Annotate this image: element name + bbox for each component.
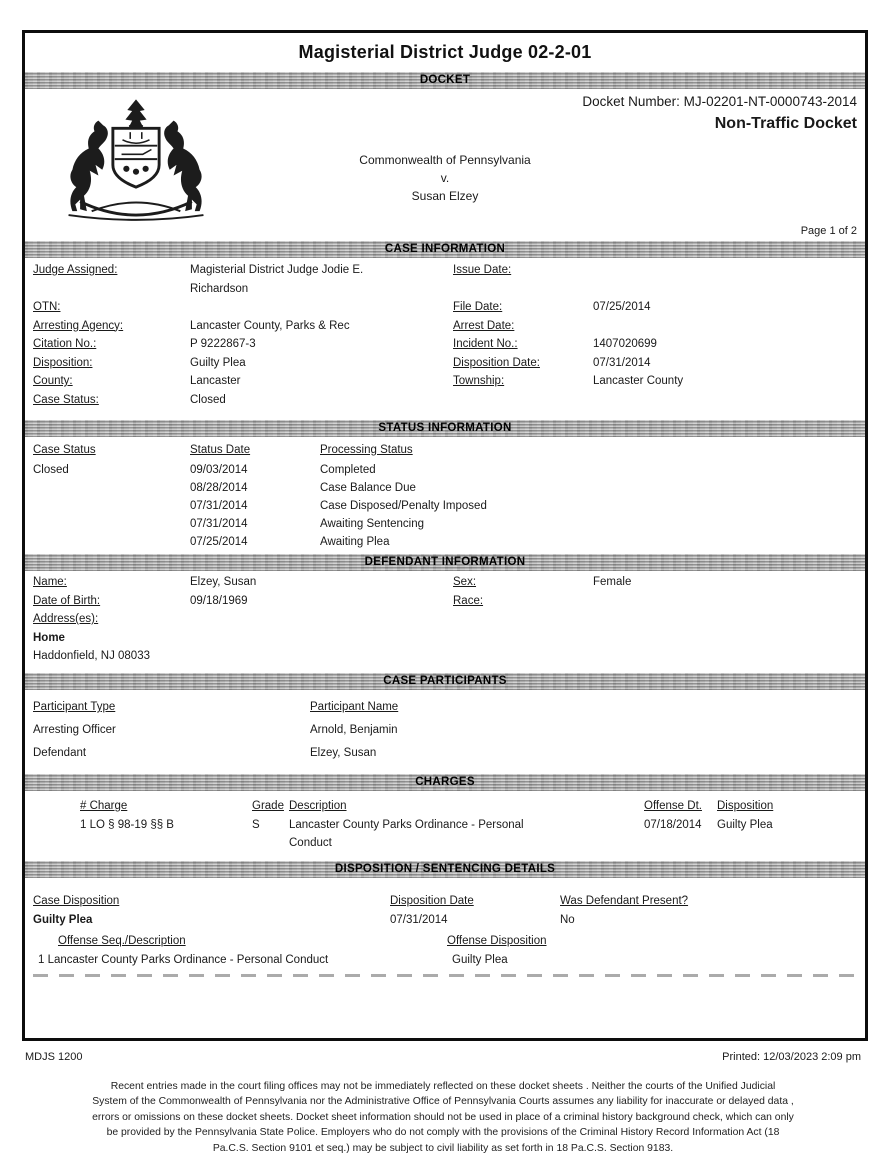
docket-number bbox=[582, 94, 857, 109]
field-value: 1407020699 bbox=[593, 338, 657, 350]
status-date: 07/31/2014 bbox=[190, 518, 248, 530]
charge-offense-date: 07/18/2014 bbox=[644, 819, 702, 831]
status-row bbox=[25, 461, 865, 479]
field-label: County: bbox=[33, 375, 73, 387]
case-info-row bbox=[25, 354, 865, 373]
column-header: Grade bbox=[252, 800, 284, 812]
docket-type: Non-Traffic Docket bbox=[714, 115, 857, 132]
page-footer bbox=[25, 1051, 861, 1063]
case-participants-section bbox=[25, 696, 865, 765]
column-header: Participant Name bbox=[310, 701, 399, 713]
status-row bbox=[25, 497, 865, 515]
status-processing: Case Disposed/Penalty Imposed bbox=[320, 500, 487, 512]
status-information-band: STATUS INFORMATION bbox=[25, 420, 865, 437]
status-processing: Awaiting Plea bbox=[320, 536, 390, 548]
participant-type: Arresting Officer bbox=[33, 724, 116, 736]
column-header: Processing Status bbox=[320, 444, 413, 456]
field-label: Incident No.: bbox=[453, 338, 518, 350]
field-label: Date of Birth: bbox=[33, 594, 101, 607]
charge-grade: S bbox=[252, 819, 260, 831]
charge-description: Lancaster County Parks Ordinance - Personal Conduct bbox=[289, 819, 524, 849]
case-info-row bbox=[25, 391, 865, 410]
charge-row bbox=[25, 816, 865, 852]
field-value: Elzey, Susan bbox=[190, 576, 257, 588]
field-label: File Date: bbox=[453, 301, 503, 313]
field-value: Female bbox=[593, 576, 632, 588]
disposition-data-row bbox=[25, 911, 865, 930]
status-row bbox=[25, 479, 865, 497]
field-value: Lancaster County, Parks & Rec bbox=[190, 319, 350, 332]
case-info-row bbox=[25, 298, 865, 317]
docket-section-band: DOCKET bbox=[25, 72, 865, 89]
participant-name: Arnold, Benjamin bbox=[310, 724, 398, 736]
field-value: P 9222867-3 bbox=[190, 338, 256, 350]
defendant-present-value: No bbox=[560, 914, 575, 926]
case-disposition-value: Guilty Plea bbox=[33, 914, 93, 926]
case-info-row bbox=[25, 261, 865, 298]
field-label: Arrest Date: bbox=[453, 319, 515, 332]
defendant-row bbox=[25, 573, 865, 592]
charges-header-row bbox=[25, 797, 865, 815]
participant-type: Defendant bbox=[33, 747, 87, 759]
charges-band: CHARGES bbox=[25, 774, 865, 791]
status-header-row bbox=[25, 441, 865, 459]
column-header: # Charge bbox=[80, 800, 128, 812]
field-label: Citation No.: bbox=[33, 338, 97, 350]
case-information-band: CASE INFORMATION bbox=[25, 241, 865, 258]
case-info-row bbox=[25, 335, 865, 354]
field-label: Name: bbox=[33, 576, 67, 588]
field-label: Case Status: bbox=[33, 393, 99, 406]
column-header: Was Defendant Present? bbox=[560, 895, 689, 907]
status-case-status bbox=[33, 497, 190, 515]
address-value: Haddonfield, NJ 08033 bbox=[33, 650, 150, 662]
docket-number-value: MJ-02201-NT-0000743-2014 bbox=[683, 94, 857, 109]
field-value bbox=[593, 261, 857, 298]
field-label: Township: bbox=[453, 375, 505, 387]
field-label: OTN: bbox=[33, 301, 61, 313]
column-header: Case Status bbox=[33, 444, 96, 456]
status-date: 08/28/2014 bbox=[190, 482, 248, 494]
status-processing: Completed bbox=[320, 464, 376, 476]
offense-header-row bbox=[25, 932, 865, 951]
column-header: Description bbox=[289, 800, 347, 812]
disposition-header-row bbox=[25, 892, 865, 911]
status-information-section bbox=[25, 441, 865, 551]
status-date: 07/25/2014 bbox=[190, 536, 248, 548]
printed-timestamp: Printed: 12/03/2023 2:09 pm bbox=[722, 1051, 861, 1063]
column-header: Offense Disposition bbox=[447, 935, 547, 947]
status-case-status: Closed bbox=[33, 464, 69, 476]
column-header: Participant Type bbox=[33, 701, 116, 713]
docket-number-label: Docket Number: bbox=[582, 94, 680, 109]
status-date: 09/03/2014 bbox=[190, 464, 248, 476]
disposition-sentencing-band: DISPOSITION / SENTENCING DETAILS bbox=[25, 861, 865, 878]
column-header: Offense Dt. bbox=[644, 800, 702, 812]
disposition-date-value: 07/31/2014 bbox=[390, 914, 448, 926]
field-label bbox=[453, 391, 593, 410]
section-end-dashed-divider bbox=[33, 974, 857, 977]
caption-plaintiff: Commonwealth of Pennsylvania bbox=[359, 153, 531, 167]
participant-row bbox=[25, 742, 865, 765]
address-type: Home bbox=[33, 632, 65, 644]
charge-statute: 1 LO § 98-19 §§ B bbox=[80, 819, 174, 831]
form-number: MDJS 1200 bbox=[25, 1051, 83, 1063]
field-value: 07/25/2014 bbox=[593, 301, 651, 313]
disposition-sentencing-section bbox=[25, 892, 865, 977]
field-value bbox=[593, 592, 857, 611]
column-header: Disposition bbox=[717, 800, 774, 812]
field-value: Lancaster bbox=[190, 375, 241, 387]
field-value bbox=[593, 317, 857, 336]
field-value bbox=[593, 391, 857, 410]
case-caption bbox=[25, 151, 865, 205]
participant-name: Elzey, Susan bbox=[310, 747, 377, 759]
field-value bbox=[190, 298, 453, 317]
status-date: 07/31/2014 bbox=[190, 500, 248, 512]
participant-row bbox=[25, 719, 865, 742]
defendant-row bbox=[25, 592, 865, 611]
status-row bbox=[25, 533, 865, 551]
field-label: Judge Assigned: bbox=[33, 264, 118, 276]
offense-disposition-value: Guilty Plea bbox=[452, 954, 508, 966]
docket-page-frame bbox=[22, 30, 868, 1041]
status-processing: Awaiting Sentencing bbox=[320, 518, 424, 530]
charge-disposition: Guilty Plea bbox=[717, 819, 773, 831]
field-label: Disposition: bbox=[33, 356, 93, 369]
field-label: Arresting Agency: bbox=[33, 319, 124, 332]
status-row bbox=[25, 515, 865, 533]
field-value: Magisterial District Judge Jodie E. Richardson bbox=[190, 264, 364, 295]
caption-defendant: Susan Elzey bbox=[411, 189, 479, 203]
status-case-status bbox=[33, 479, 190, 497]
case-info-row bbox=[25, 317, 865, 336]
offense-row bbox=[25, 951, 865, 969]
case-information-section bbox=[25, 261, 865, 409]
docket-header-block bbox=[25, 89, 865, 241]
field-value: Closed bbox=[190, 393, 226, 406]
field-label: Sex: bbox=[453, 576, 477, 588]
caption-versus: v. bbox=[440, 171, 450, 185]
field-value: 09/18/1969 bbox=[190, 594, 248, 607]
offense-seq-description: 1 Lancaster County Parks Ordinance - Personal Conduct bbox=[38, 954, 329, 966]
column-header: Disposition Date bbox=[390, 895, 474, 907]
case-participants-band: CASE PARTICIPANTS bbox=[25, 673, 865, 690]
status-case-status bbox=[33, 515, 190, 533]
column-header: Offense Seq./Description bbox=[58, 935, 186, 947]
field-label: Race: bbox=[453, 594, 484, 607]
defendant-information-section bbox=[25, 573, 865, 665]
field-value: Lancaster County bbox=[593, 375, 684, 387]
disclaimer-text: Recent entries made in the court filing offices may not be immediately reflected on these docket sheets . Neither the courts of the Unified Judicial System of the Commonwealth of Pennsylvania nor the Administrative Office of Pennsylvania Courts assumes any liability for inaccurate or delayed data , errors or omissions on these docket sheets. Docket sheet information should not be used in place of a criminal history background check, which can only be provided by the Pennsylvania State Police. Employers who do not comply with the provisions of the Criminal History Record Information Act (18 Pa.C.S. Section 9101 et seq.) may be subject to civil liability as set forth in 18 Pa.C.S. Section 9183. bbox=[92, 1081, 794, 1154]
charges-section bbox=[25, 797, 865, 852]
addresses-label: Address(es): bbox=[33, 613, 99, 625]
defendant-information-band: DEFENDANT INFORMATION bbox=[25, 554, 865, 571]
status-processing: Case Balance Due bbox=[320, 482, 416, 494]
field-label: Disposition Date: bbox=[453, 356, 540, 369]
column-header: Status Date bbox=[190, 444, 251, 456]
field-label: Issue Date: bbox=[453, 264, 512, 276]
field-value: Guilty Plea bbox=[190, 356, 246, 369]
page-title: Magisterial District Judge 02-2-01 bbox=[298, 42, 592, 62]
field-value: 07/31/2014 bbox=[593, 356, 651, 369]
page-indicator: Page 1 of 2 bbox=[800, 225, 857, 237]
case-info-row bbox=[25, 372, 865, 391]
column-header: Case Disposition bbox=[33, 895, 120, 907]
status-case-status bbox=[33, 533, 190, 551]
participants-header-row bbox=[25, 696, 865, 719]
